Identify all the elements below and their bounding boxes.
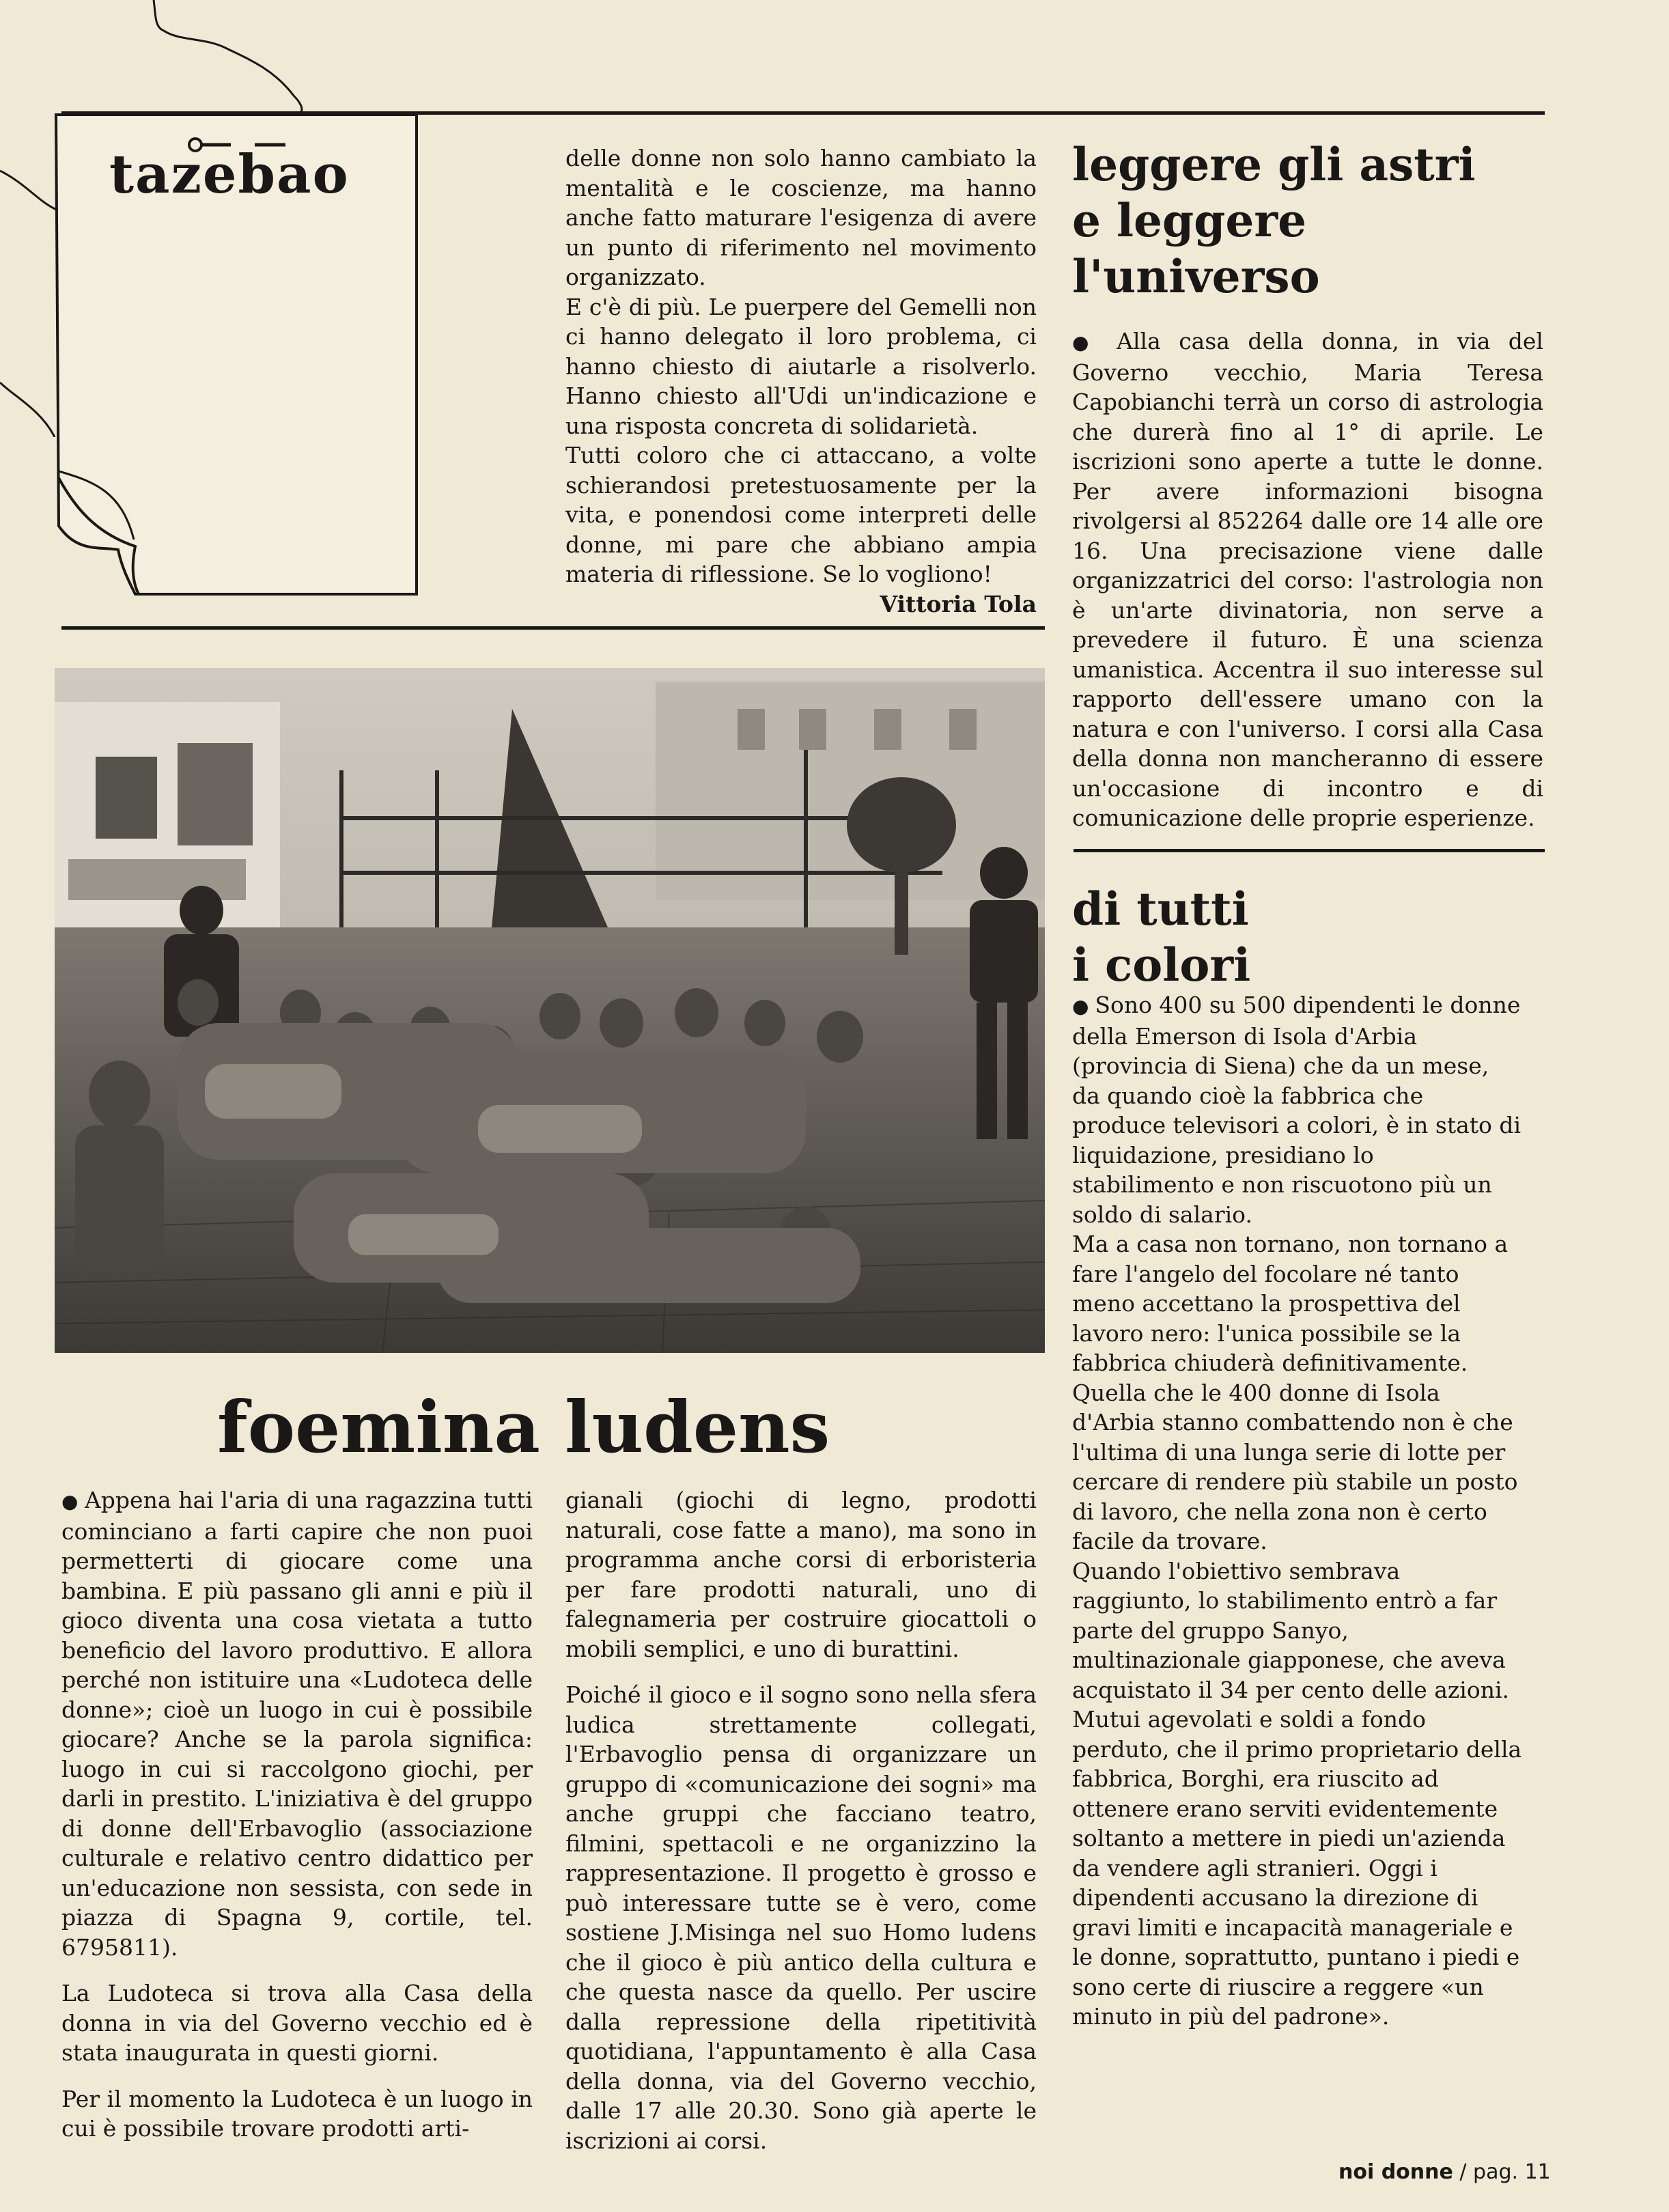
astri-headline — [1072, 137, 1537, 305]
magazine-name: noi donne — [1338, 2160, 1453, 2184]
footer-separator: / — [1459, 2160, 1467, 2184]
right-rule — [1074, 849, 1545, 852]
ludens-headline: foemina ludens — [217, 1385, 830, 1469]
astri-title-line: l'universo — [1072, 250, 1320, 303]
astri-title-line: leggere gli astri — [1072, 138, 1476, 191]
udi-paragraph: E c'è di più. Le puerpere del Gemelli non ci hanno delegato il loro problema, ci hanno chiesto di aiutarle a risolverlo. Hanno chiesto all'Udi un'indicazione e una risposta concreta di solidarietà. — [565, 293, 1037, 439]
article-astri — [1072, 326, 1543, 833]
ludens-column-1 — [61, 1485, 533, 2144]
colori-title-line: di tutti — [1072, 882, 1249, 936]
ludens-paragraph: ● Appena hai l'aria di una ragazzina tutti cominciano a farti capire che non puoi permetterti di giocare come una bambina. E più passano gli anni e più il gioco diventa una cosa vietata a tutto beneficio del lavoro produttivo. E allora perché non istituire una «Ludoteca delle donne»; cioè un luogo in cui è possibile giocare? Anche se la parola significa: luogo in cui si raccolgono giochi, per darli in prestito. L'iniziativa è del gruppo di donne dell'Erbavoglio (associazione culturale e relativo centro didattico per un'educazione non sessista, con sede in piazza di Spagna 9, cortile, tel. 6795811). — [61, 1485, 533, 1962]
astri-body: ● Alla casa della donna, in via del Governo vecchio, Maria Teresa Capobianchi terrà un corso di astrologia che durerà fino al 1° di aprile. Le iscrizioni sono aperte a tutte le donne. Per avere informazioni bisogna rivolgersi al 852264 dalle ore 14 alle ore 16. Una precisazione viene dalle organizzatrici del corso: l'astrologia non è un'arte divinatoria, non serve a prevedere il futuro. È una scienza umanistica. Accentra il suo interesse sul rapporto dell'essere umano con la natura e con l'universo. I corsi alla Casa della donna non mancheranno di essere un'occasione di incontro e di comunicazione delle proprie esperienze. — [1072, 326, 1543, 833]
colori-paragraph: Quando l'obiettivo sembrava raggiunto, lo stabilimento entrò a far parte del gruppo Sanyo, multinazionale giapponese, che aveva acquistato il 34 per cento delle azioni. Mutui agevolati e soldi a fondo perduto, che il primo proprietario della fabbrica, Borghi, era riuscito ad ottenere erano serviti evidentemente soltanto a mettere in piedi un'azienda da vendere agli stranieri. Oggi i dipendenti accusano la direzione di gravi limiti e incapacità manageriale e le donne, soprattutto, puntano i piedi e sono certe di riuscire a reggere «un minuto in più del padrone». — [1072, 1557, 1522, 2030]
tazebao-title: tazebao — [109, 143, 350, 206]
ludens-paragraph: Per il momento la Ludoteca è un luogo in cui è possibile trovare prodotti arti- — [61, 2085, 533, 2142]
colori-title-line: i colori — [1072, 938, 1251, 992]
ludens-paragraph: gianali (giochi di legno, prodotti naturali, cose fatte a mano), ma sono in programma anche corsi di erboristeria per fare prodotti naturali, uno di falegnameria per costruire giocattoli o mobili semplici, e uno di burattini. — [565, 1487, 1037, 1662]
astri-title-line: e leggere — [1072, 194, 1307, 247]
article-colori — [1072, 990, 1523, 2032]
middle-rule — [61, 626, 1045, 630]
colori-paragraph: ● Sono 400 su 500 dipendenti le donne della Emerson di Isola d'Arbia (provincia di Siena) che da un mese, da quando cioè la fabbrica che produce televisori a colori, è in stato di liquidazione, presidiano lo stabilimento e non riscuotono più un soldo di salario. — [1072, 990, 1523, 1229]
author-signature: Vittoria Tola — [880, 590, 1037, 617]
colori-headline — [1072, 881, 1543, 993]
page-footer — [1338, 2160, 1564, 2184]
page-number: pag. 11 — [1473, 2160, 1551, 2184]
ludens-paragraph: La Ludoteca si trova alla Casa della donna in via del Governo vecchio ed è stata inaugurata in questi giorni. — [61, 1980, 533, 2066]
colori-paragraph: Ma a casa non tornano, non tornano a fare l'angelo del focolare né tanto meno accettano la prospettiva del lavoro nero: l'unica possibile se la fabbrica chiuderà definitivamente. — [1072, 1231, 1509, 1376]
article-udi — [565, 143, 1037, 619]
ludens-column-2 — [565, 1485, 1037, 2155]
children-playing-photo — [55, 668, 1045, 1353]
udi-paragraph: Tutti coloro che ci attaccano, a volte schierandosi pretestuosamente per la vita, e ponendosi come interpreti delle donne, mi pare che abbiano ampia materia di riflessione. Se lo vogliono! — [565, 442, 1037, 587]
colori-paragraph: Quella che le 400 donne di Isola d'Arbia stanno combattendo non è che l'ultima di una lunga serie di lotte per cercare di rendere più stabile un posto di lavoro, che nella zona non è certo facile da trovare. — [1072, 1379, 1518, 1554]
ludens-paragraph: Poiché il gioco e il sogno sono nella sfera ludica strettamente collegati, l'Erbavoglio pensa di organizzare un gruppo di «comunicazione dei sogni» ma anche gruppi che facciano teatro, filmini, spettacoli e ne organizzino la rappresentazione. Il progetto è grosso e può interessare tutte se è vero, come sostiene J.Misinga nel suo Homo ludens che il gioco è più antico della cultura e che questa nasce da quello. Per uscire dalla repressione della ripetitività quotidiana, l'appuntamento è alla Casa della donna, via del Governo vecchio, dalle 17 alle 20.30. Sono già aperte le iscrizioni ai corsi. — [565, 1681, 1037, 2154]
udi-paragraph: delle donne non solo hanno cambiato la mentalità e le coscienze, ma hanno anche fatto maturare l'esigenza di avere un punto di riferimento nel movimento organizzato. — [565, 145, 1037, 290]
